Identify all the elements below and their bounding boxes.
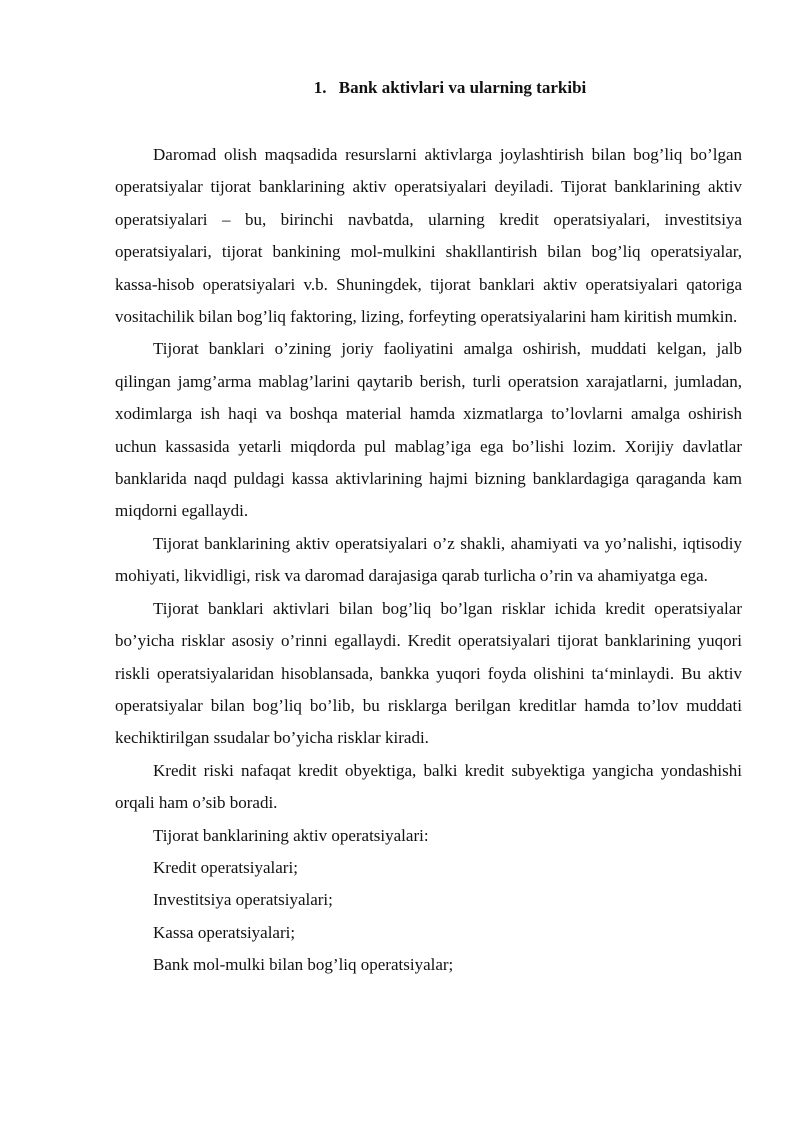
section-heading: [0, 76, 800, 100]
list-intro: Tijorat banklarining aktiv operatsiyalari:: [153, 825, 429, 845]
paragraph: Tijorat banklari aktivlari bilan bog’liq bo’lgan risklar ichida kredit operatsiyalar bo’yicha risklar asosiy o’rinni egallaydi. Kredit operatsiyalari tijorat banklarining yuqori riskli operatsiyalaridan hisoblansada, bankka yuqori foyda olishini ta‘minlaydi. Bu aktiv operatsiyalar bilan bog’liq bo’lib, bu risklarga berilgan kreditlar hamda to’lov muddati kechiktirilgan ssudalar bo’yicha risklar kiradi.: [115, 598, 742, 748]
section-title: Bank aktivlari va ularning tarkibi: [338, 78, 587, 97]
paragraph: Daromad olish maqsadida resurslarni aktivlarga joylashtirish bilan bog’liq bo’lgan operatsiyalar tijorat banklarining aktiv operatsiyalari deyiladi. Tijorat banklarining aktiv operatsiyalari – bu, birinchi navbatda, ularning kredit operatsiyalari, investitsiya operatsiyalari, tijorat bankining mol-mulkini shakllantirish bilan bog’liq operatsiyalar, kassa-hisob operatsiyalari v.b. Shuningdek, tijorat banklari aktiv operatsiyalari qatoriga vositachilik bilan bog’liq faktoring, lizing, forfeyting operatsiyalarini ham kiritish mumkin.: [115, 145, 742, 327]
paragraph: Kredit riski nafaqat kredit obyektiga, balki kredit subyektiga yangicha yondashishi orqali ham o’sib boradi.: [115, 760, 742, 813]
list-item: Kredit operatsiyalari;: [153, 857, 298, 877]
section-number: 1.: [313, 78, 327, 97]
list-item: Investitsiya operatsiyalari;: [153, 890, 333, 910]
paragraph: Tijorat banklari o’zining joriy faoliyatini amalga oshirish, muddati kelgan, jalb qilingan jamg’arma mablag’larini qaytarib berish, turli operatsion xarajatlarni, jumladan, xodimlarga ish haqi va boshqa material hamda xizmatlarga to’lovlarni amalga oshirish uchun kassasida yetarli miqdorda pul mablag’iga ega bo’lishi lozim. Xorijiy davlatlar banklarida naqd puldagi kassa aktivlarining hajmi bizning banklardagiga qaraganda kam miqdorni egallaydi.: [115, 339, 742, 521]
paragraph: Tijorat banklarining aktiv operatsiyalari o’z shakli, ahamiyati va yo’nalishi, iqtisodiy mohiyati, likvidligi, risk va daromad darajasiga qarab turlicha o’rin va ahamiyatga ega.: [115, 533, 742, 586]
body-text: [115, 139, 742, 982]
list-item: Kassa operatsiyalari;: [153, 922, 296, 942]
list-item: Bank mol-mulki bilan bog’liq operatsiyalar;: [153, 955, 454, 975]
